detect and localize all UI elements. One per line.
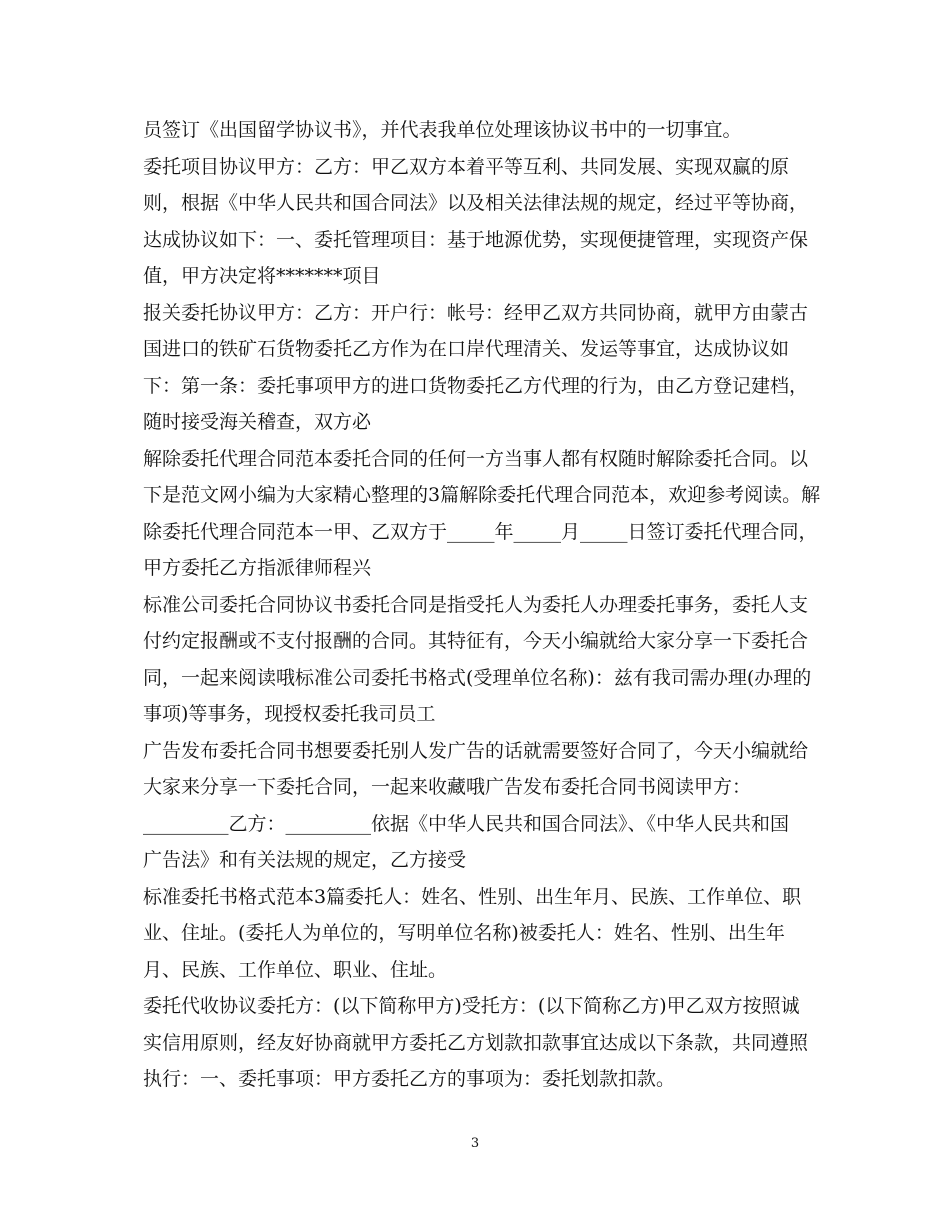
paragraph-2 [143,149,823,295]
text-line: 事项)等事务，现授权委托我司员工 [143,703,436,725]
paragraph-6 [143,733,823,879]
text-line: 达成协议如下：一、委托管理项目：基于地源优势，实现便捷管理，实现资产保 [143,228,809,251]
text-line: 业、住址。(委托人为单位的，写明单位名称)被委托人：姓名、性别、出生年 [143,922,785,944]
text-line: 值，甲方决定将*******项目 [143,265,381,287]
paragraph-4 [143,441,823,587]
text-line: _________乙方：_________依据《中华人民共和国合同法》、《中华人民共和国 [143,812,790,835]
text-line: 甲方委托乙方指派律师程兴 [143,557,372,579]
text-line: 广告发布委托合同书想要委托别人发广告的话就需要签好合同了，今天小编就给 [143,739,809,762]
page-number: 3 [470,1136,480,1151]
text-line: 则，根据《中华人民共和国合同法》以及相关法律法规的规定，经过平等协商， [143,192,809,214]
text-line: 下是范文网小编为大家精心整理的3篇解除委托代理合同范本，欢迎参考阅读。解 [143,484,821,506]
paragraph-8 [143,988,823,1098]
text-line: 广告法》和有关法规的规定，乙方接受 [143,849,467,871]
text-line: 大家来分享一下委托合同，一起来收藏哦广告发布委托合同书阅读甲方： [143,776,752,798]
text-line: 标准公司委托合同协议书委托合同是指受托人为委托人办理委托事务，委托人支 [143,593,809,616]
text-line: 报关委托协议甲方：乙方：开户行：帐号：经甲乙双方共同协商，就甲方由蒙古 [143,301,809,324]
text-line: 同，一起来阅读哦标准公司委托书格式(受理单位名称)：兹有我司需办理(办理的 [143,666,812,689]
text-line: 随时接受海关稽查，双方必 [143,411,372,433]
text-line: 付约定报酬或不支付报酬的合同。其特征有，今天小编就给大家分享一下委托合 [143,630,809,652]
text-line: 执行：一、委托事项：甲方委托乙方的事项为：委托划款扣款。 [143,1068,676,1090]
text-line: 月、民族、工作单位、职业、住址。 [143,958,448,981]
paragraph-3 [143,295,823,441]
paragraph-1 [143,112,823,149]
text-line: 除委托代理合同范本一甲、乙双方于_____年_____月_____日签订委托代理合同， [143,520,818,543]
text-line: 委托代收协议委托方：(以下简称甲方)受托方：(以下简称乙方)甲乙双方按照诚 [143,995,800,1017]
text-line: 实信用原则，经友好协商就甲方委托乙方划款扣款事宜达成以下条款，共同遵照 [143,1031,809,1054]
text-line: 员签订《出国留学协议书》，并代表我单位处理该协议书中的一切事宜。 [143,119,742,141]
document-body [143,112,823,1098]
text-line: 委托项目协议甲方：乙方：甲乙双方本着平等互利、共同发展、实现双赢的原 [143,155,790,178]
paragraph-7 [143,879,823,989]
text-line: 解除委托代理合同范本委托合同的任何一方当事人都有权随时解除委托合同。以 [143,447,809,470]
text-line: 国进口的铁矿石货物委托乙方作为在口岸代理清关、发运等事宜，达成协议如 [143,338,790,360]
text-line: 下：第一条：委托事项甲方的进口货物委托乙方代理的行为，由乙方登记建档， [143,374,809,397]
paragraph-5 [143,587,823,733]
text-line: 标准委托书格式范本3篇委托人：姓名、性别、出生年月、民族、工作单位、职 [143,885,802,908]
